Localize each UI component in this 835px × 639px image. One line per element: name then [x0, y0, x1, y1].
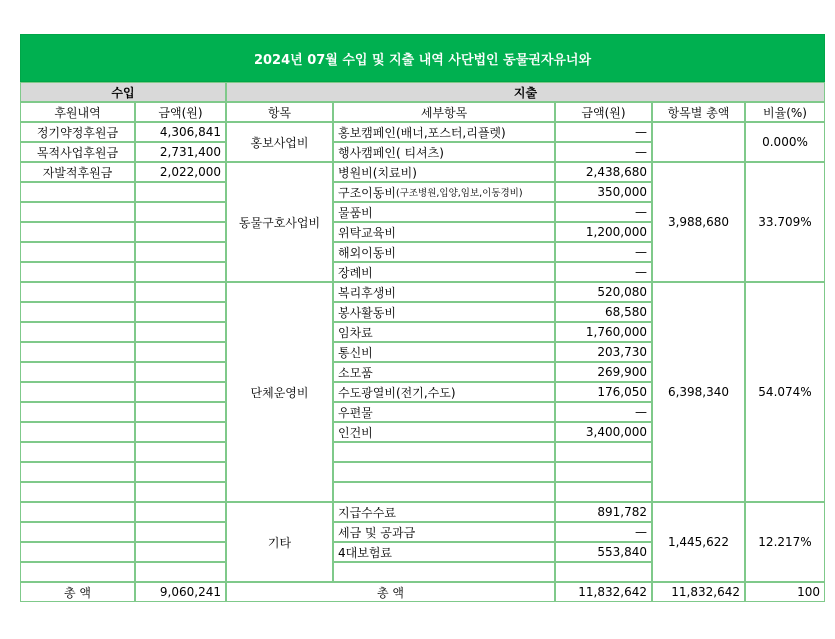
header-donation-type[interactable]: 후원내역 — [20, 102, 135, 122]
detail-item-cell[interactable]: 물품비 — [333, 202, 555, 222]
header-detail[interactable]: 세부항목 — [333, 102, 555, 122]
detail-amount-cell[interactable]: 3,400,000 — [555, 422, 652, 442]
detail-item-note: (구조병원,입양,임보,이동경비) — [395, 188, 523, 199]
detail-amount-cell[interactable]: 553,840 — [555, 542, 652, 562]
income-amount-cell[interactable]: 2,022,000 — [135, 162, 226, 182]
detail-item-cell[interactable]: 우편물 — [333, 402, 555, 422]
income-amount-cell[interactable] — [135, 302, 226, 322]
category-cell[interactable]: 홍보사업비 — [226, 122, 333, 162]
income-name-cell[interactable] — [20, 242, 135, 262]
income-name-cell[interactable]: 목적사업후원금 — [20, 142, 135, 162]
income-name-cell[interactable] — [20, 402, 135, 422]
detail-amount-cell[interactable] — [555, 482, 652, 502]
income-name-cell[interactable] — [20, 222, 135, 242]
category-total-cell[interactable]: 3,988,680 — [652, 162, 745, 282]
header-category[interactable]: 항목 — [226, 102, 333, 122]
detail-amount-cell[interactable]: 176,050 — [555, 382, 652, 402]
detail-item-cell[interactable] — [333, 462, 555, 482]
income-name-cell[interactable]: 정기약정후원금 — [20, 122, 135, 142]
income-name-cell[interactable] — [20, 542, 135, 562]
ratio-cell[interactable]: 33.709% — [745, 162, 825, 282]
detail-item-cell[interactable]: 장례비 — [333, 262, 555, 282]
income-name-cell[interactable] — [20, 462, 135, 482]
income-amount-cell[interactable] — [135, 342, 226, 362]
detail-item-cell[interactable]: 구조이동비 (구조병원,입양,임보,이동경비) — [333, 182, 555, 202]
detail-item-cell[interactable] — [333, 562, 555, 582]
income-amount-cell[interactable] — [135, 462, 226, 482]
income-amount-cell[interactable] — [135, 362, 226, 382]
header-ratio[interactable]: 비율(%) — [745, 102, 825, 122]
category-cell[interactable]: 동물구호사업비 — [226, 162, 333, 282]
detail-amount-cell[interactable]: 520,080 — [555, 282, 652, 302]
income-name-cell[interactable] — [20, 282, 135, 302]
detail-amount-cell[interactable]: — — [555, 142, 652, 162]
income-amount-cell[interactable] — [135, 262, 226, 282]
detail-amount-cell[interactable] — [555, 462, 652, 482]
detail-item-cell[interactable]: 행사캠페인( 티셔츠) — [333, 142, 555, 162]
detail-amount-cell[interactable]: — — [555, 262, 652, 282]
ratio-total[interactable]: 100 — [745, 582, 825, 602]
detail-item-cell[interactable]: 임차료 — [333, 322, 555, 342]
detail-item-cell[interactable]: 봉사활동비 — [333, 302, 555, 322]
detail-amount-cell[interactable]: — — [555, 402, 652, 422]
detail-item-cell[interactable]: 인건비 — [333, 422, 555, 442]
detail-item-cell[interactable]: 4대보험료 — [333, 542, 555, 562]
detail-amount-cell[interactable]: — — [555, 522, 652, 542]
income-amount-cell[interactable] — [135, 502, 226, 522]
detail-item-cell[interactable]: 병원비(치료비) — [333, 162, 555, 182]
detail-amount-cell[interactable]: 269,900 — [555, 362, 652, 382]
income-name-cell[interactable] — [20, 382, 135, 402]
category-total-cell[interactable]: 6,398,340 — [652, 282, 745, 502]
detail-amount-cell[interactable]: — — [555, 122, 652, 142]
header-detail-amount[interactable]: 금액(원) — [555, 102, 652, 122]
income-amount-cell[interactable]: 2,731,400 — [135, 142, 226, 162]
detail-item-cell[interactable]: 통신비 — [333, 342, 555, 362]
income-amount-cell[interactable]: 4,306,841 — [135, 122, 226, 142]
detail-item-cell[interactable]: 복리후생비 — [333, 282, 555, 302]
detail-amount-cell[interactable] — [555, 442, 652, 462]
income-amount-cell[interactable] — [135, 422, 226, 442]
detail-item-cell[interactable]: 세금 및 공과금 — [333, 522, 555, 542]
ratio-cell[interactable]: 12.217% — [745, 502, 825, 582]
detail-amount-cell[interactable] — [555, 562, 652, 582]
income-name-cell[interactable] — [20, 522, 135, 542]
header-income-amount[interactable]: 금액(원) — [135, 102, 226, 122]
income-name-cell[interactable] — [20, 202, 135, 222]
detail-item-cell[interactable]: 지급수수료 — [333, 502, 555, 522]
income-amount-cell[interactable] — [135, 562, 226, 582]
category-cell[interactable]: 기타 — [226, 502, 333, 582]
income-name-cell[interactable] — [20, 322, 135, 342]
income-total-value[interactable]: 9,060,241 — [135, 582, 226, 602]
income-name-cell[interactable] — [20, 182, 135, 202]
detail-amount-cell[interactable]: — — [555, 202, 652, 222]
expense-total-label[interactable]: 총 액 — [226, 582, 555, 602]
detail-item-cell[interactable]: 홍보캠페인(배너,포스터,리플렛) — [333, 122, 555, 142]
income-name-cell[interactable]: 자발적후원금 — [20, 162, 135, 182]
income-total-label[interactable]: 총 액 — [20, 582, 135, 602]
header-income[interactable]: 수입 — [20, 82, 226, 102]
income-amount-cell[interactable] — [135, 282, 226, 302]
ratio-cell[interactable]: 0.000% — [745, 122, 825, 162]
income-amount-cell[interactable] — [135, 242, 226, 262]
detail-item-cell[interactable]: 위탁교육비 — [333, 222, 555, 242]
income-amount-cell[interactable] — [135, 542, 226, 562]
category-total-cell[interactable]: 1,445,622 — [652, 502, 745, 582]
detail-item-cell[interactable]: 소모품 — [333, 362, 555, 382]
income-amount-cell[interactable] — [135, 482, 226, 502]
ratio-cell[interactable]: 54.074% — [745, 282, 825, 502]
detail-amount-cell[interactable]: 1,760,000 — [555, 322, 652, 342]
income-name-cell[interactable] — [20, 342, 135, 362]
income-amount-cell[interactable] — [135, 222, 226, 242]
detail-amount-cell[interactable]: 2,438,680 — [555, 162, 652, 182]
income-amount-cell[interactable] — [135, 202, 226, 222]
income-name-cell[interactable] — [20, 362, 135, 382]
income-name-cell[interactable] — [20, 302, 135, 322]
category-cell[interactable]: 단체운영비 — [226, 282, 333, 502]
income-amount-cell[interactable] — [135, 442, 226, 462]
detail-amount-cell[interactable]: 891,782 — [555, 502, 652, 522]
income-amount-cell[interactable] — [135, 382, 226, 402]
category-total-cell[interactable] — [652, 122, 745, 162]
header-category-total[interactable]: 항목별 총액 — [652, 102, 745, 122]
header-expense[interactable]: 지출 — [226, 82, 825, 102]
detail-amount-cell[interactable]: 1,200,000 — [555, 222, 652, 242]
income-name-cell[interactable] — [20, 482, 135, 502]
income-amount-cell[interactable] — [135, 182, 226, 202]
detail-amount-cell[interactable]: — — [555, 242, 652, 262]
category-total-sum[interactable]: 11,832,642 — [652, 582, 745, 602]
detail-item-cell[interactable] — [333, 442, 555, 462]
income-name-cell[interactable] — [20, 422, 135, 442]
detail-amount-cell[interactable]: 350,000 — [555, 182, 652, 202]
sheet-title: 2024년 07월 수입 및 지출 내역 사단법인 동물권자유너와 — [20, 34, 825, 82]
income-name-cell[interactable] — [20, 502, 135, 522]
income-name-cell[interactable] — [20, 442, 135, 462]
detail-item-cell[interactable]: 해외이동비 — [333, 242, 555, 262]
detail-item-cell[interactable]: 수도광열비(전기,수도) — [333, 382, 555, 402]
detail-amount-cell[interactable]: 68,580 — [555, 302, 652, 322]
income-amount-cell[interactable] — [135, 322, 226, 342]
income-name-cell[interactable] — [20, 262, 135, 282]
income-amount-cell[interactable] — [135, 402, 226, 422]
detail-item-cell[interactable] — [333, 482, 555, 502]
income-amount-cell[interactable] — [135, 522, 226, 542]
detail-amount-cell[interactable]: 203,730 — [555, 342, 652, 362]
expense-total-value[interactable]: 11,832,642 — [555, 582, 652, 602]
income-name-cell[interactable] — [20, 562, 135, 582]
